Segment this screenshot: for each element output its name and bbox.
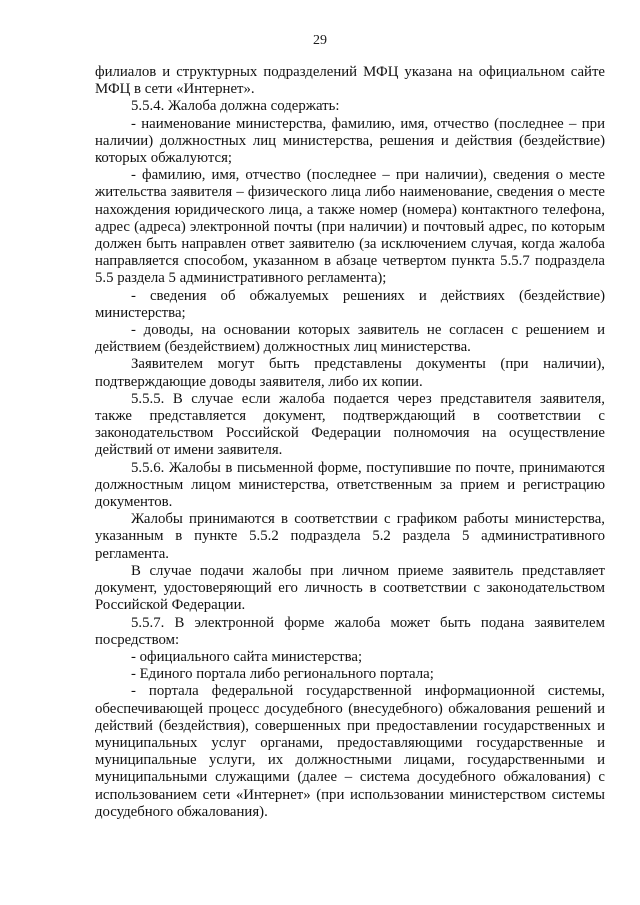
list-item: - доводы, на основании которых заявитель не согласен с решением и действием (бездействием) должностных лиц министерства. bbox=[95, 322, 605, 356]
list-item: - наименование министерства, фамилию, имя, отчество (последнее – при наличии) должностных лиц министерства, решения и действия (бездействие) которых обжалуются; bbox=[95, 115, 605, 167]
paragraph: Жалобы принимаются в соответствии с графиком работы министерства, указанным в пункте 5.5.2 подраздела 5.2 раздела 5 административного регламента. bbox=[95, 511, 605, 562]
list-item: - официального сайта министерства; bbox=[131, 648, 363, 665]
paragraph: 5.5.5. В случае если жалоба подается через представителя заявителя, также представляется документ, подтверждающий в соответствии с законодательством Российской Федерации полномочия на осуществление действий от имени заявителя. bbox=[95, 390, 605, 459]
page-number: 29 bbox=[313, 33, 327, 48]
list-item: - Единого портала либо регионального портала; bbox=[131, 666, 434, 683]
list-item: - портала федеральной государственной информационной системы, обеспечивающей процесс досудебного (внесудебного) обжалования решений и действий (бездействия), совершенных при предоставлении государственных и муниципальных услуг органами, предоставляющими государственные и муниципальные услуги, их должностными лицами, государственными и муниципальными служащими (далее – система досудебного обжалования) с использованием сети «Интернет» (при использовании министерством системы досудебного обжалования). bbox=[95, 683, 605, 820]
list-item: - сведения об обжалуемых решениях и действиях (бездействие) министерства; bbox=[95, 287, 605, 321]
paragraph: Заявителем могут быть представлены документы (при наличии), подтверждающие доводы заявителя, либо их копии. bbox=[95, 356, 605, 390]
paragraph: В случае подачи жалобы при личном приеме заявитель представляет документ, удостоверяющий его личность в соответствии с законодательством Российской Федерации. bbox=[95, 562, 605, 614]
paragraph: 5.5.6. Жалобы в письменной форме, поступившие по почте, принимаются должностным лицом министерства, ответственным за прием и регистрацию документов. bbox=[95, 459, 605, 511]
paragraph: 5.5.4. Жалоба должна содержать: bbox=[131, 98, 340, 115]
paragraph: 5.5.7. В электронной форме жалоба может быть подана заявителем посредством: bbox=[95, 614, 605, 648]
document-body bbox=[95, 64, 605, 821]
paragraph: филиалов и структурных подразделений МФЦ указана на официальном сайте МФЦ в сети «Интернет». bbox=[95, 64, 605, 98]
list-item: - фамилию, имя, отчество (последнее – при наличии), сведения о месте жительства заявителя – физического лица либо наименование, сведения о месте нахождения юридического лица, а также номер (номера) контактного телефона, адрес (адреса) электронной почты (при наличии) и почтовый адрес, по которым должен быть направлен ответ заявителю (за исключением случая, когда жалоба направляется способом, указанном в абзаце четвертом пункта 5.5.7 подраздела 5.5 раздела 5 административного регламента); bbox=[95, 167, 605, 287]
